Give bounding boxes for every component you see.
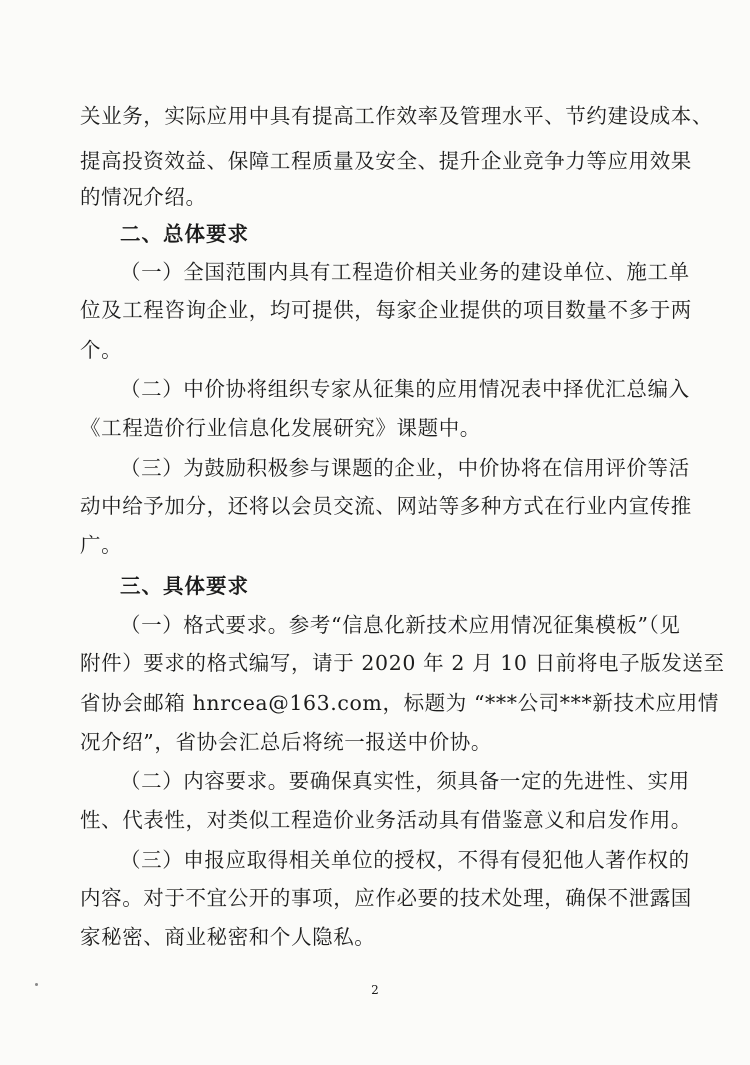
text-line: （三）为鼓励积极参与课题的企业，中价协将在信用评价等活 [120,456,690,480]
text-line: （一）格式要求。参考“信息化新技术应用情况征集模板”（见 [120,613,681,637]
text-line: 《工程造价行业信息化发展研究》课题中。 [80,416,481,440]
text-line: 位及工程咨询企业，均可提供，每家企业提供的项目数量不多于两 [80,298,692,322]
text-line: 个。 [80,338,123,362]
page-number: 2 [371,983,379,997]
text-line: 提高投资效益、保障工程质量及安全、提升企业竞争力等应用效果 [80,149,692,173]
text-line: 关业务，实际应用中具有提高工作效率及管理水平、节约建设成本、 [80,104,713,128]
text-line: 省协会邮箱 hnrcea@163.com，标题为 “***公司***新技术应用情 [80,691,719,715]
text-line: 家秘密、商业秘密和个人隐私。 [80,925,376,949]
text-line: （一）全国范围内具有工程造价相关业务的建设单位、施工单 [120,260,690,284]
text-line: （三）申报应取得相关单位的授权，不得有侵犯他人著作权的 [120,848,690,872]
text-line: 内容。对于不宜公开的事项，应作必要的技术处理，确保不泄露国 [80,886,692,910]
text-line: 况介绍”，省协会汇总后将统一报送中价协。 [80,730,492,754]
text-line: 性、代表性，对类似工程造价业务活动具有借鉴意义和启发作用。 [80,808,692,832]
text-line: （二）内容要求。要确保真实性，须具备一定的先进性、实用 [120,769,690,793]
section-heading: 二、总体要求 [120,222,249,246]
text-line: （二）中价协将组织专家从征集的应用情况表中择优汇总编入 [120,377,690,401]
scan-speck [35,983,38,986]
text-line: 附件）要求的格式编写，请于 2020 年 2 月 10 日前将电子版发送至 [80,651,725,675]
text-line: 广。 [80,533,123,557]
text-line: 的情况介绍。 [80,185,207,209]
section-heading: 三、具体要求 [120,574,249,598]
text-line: 动中给予加分，还将以会员交流、网站等多种方式在行业内宣传推 [80,494,692,518]
